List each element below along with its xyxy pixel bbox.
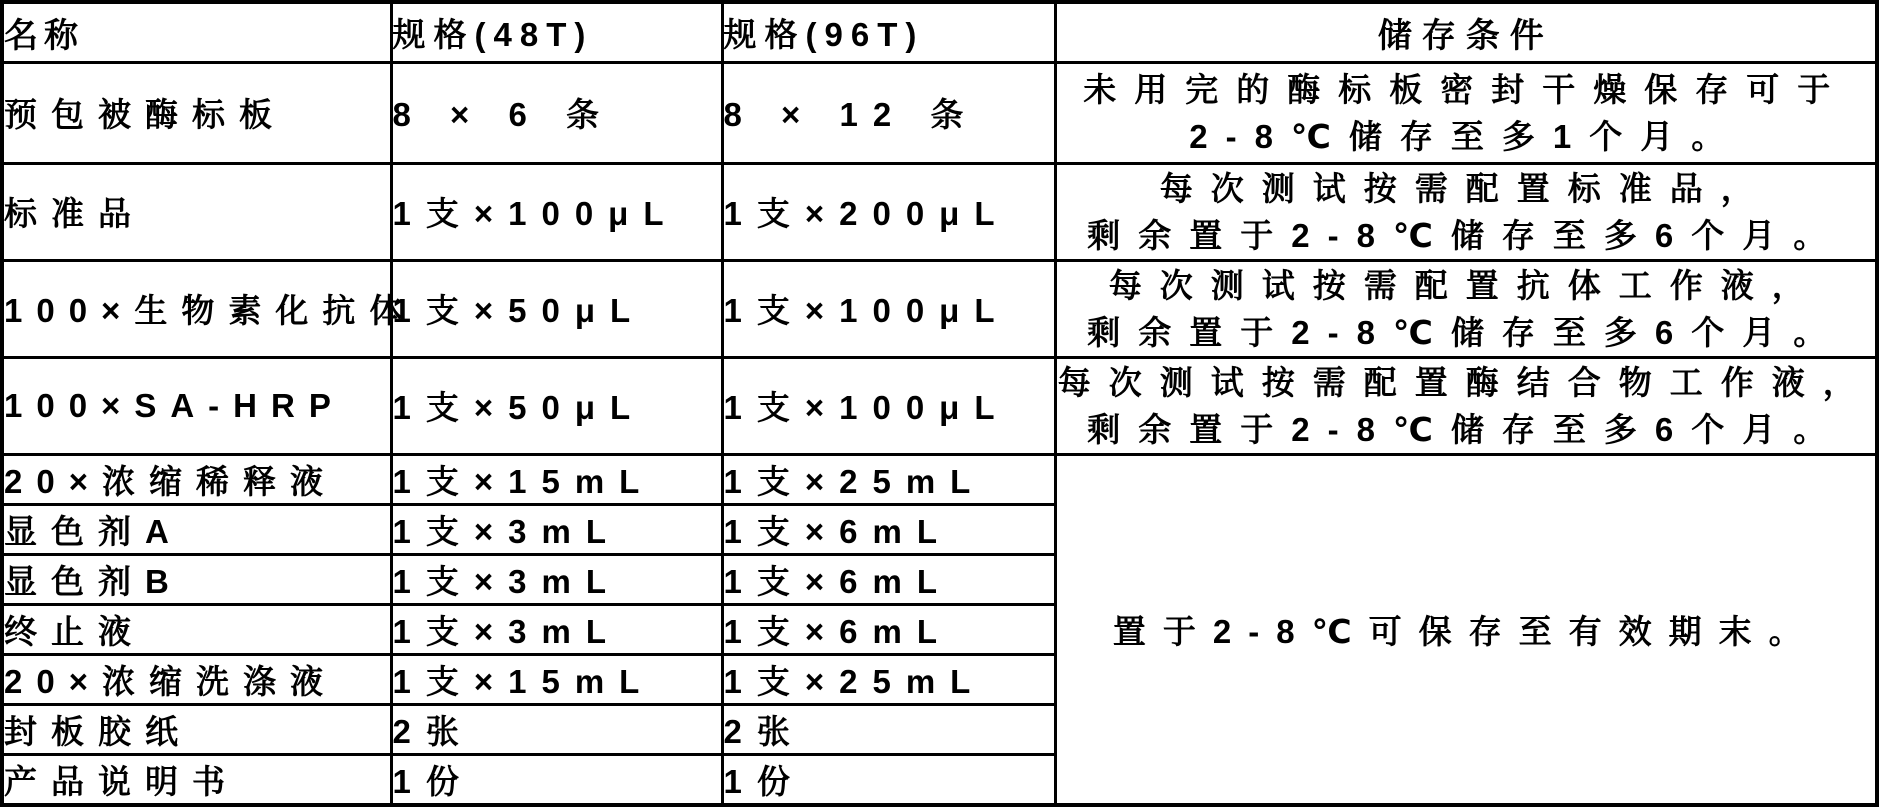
column-header-spec-96t: 规格(96T)	[722, 2, 1055, 62]
storage-text-line: 剩余置于2-8℃储存至多6个月。	[1087, 410, 1845, 448]
cell-name: 标准品	[2, 163, 391, 260]
table-row	[2, 454, 1877, 504]
cell-name: 100×SA-HRP	[2, 357, 391, 454]
cell-spec-48t: 1支×50μL	[391, 357, 722, 454]
cell-storage-merged: 置于2-8℃可保存至有效期末。	[1055, 454, 1877, 805]
cell-name: 20×浓缩稀释液	[2, 454, 391, 504]
cell-storage	[1055, 163, 1877, 260]
table-row	[2, 357, 1877, 454]
storage-text-line: 每次测试按需配置酶结合物工作液，	[1057, 363, 1874, 401]
cell-spec-96t: 1支×6mL	[722, 604, 1055, 654]
storage-text-line: 未用完的酶标板密封干燥保存可于	[1083, 70, 1849, 108]
cell-spec-48t: 1支×15mL	[391, 654, 722, 704]
table-row	[2, 62, 1877, 163]
cell-name: 终止液	[2, 604, 391, 654]
cell-spec-96t: 1支×100μL	[722, 357, 1055, 454]
storage-text-line: 剩余置于2-8℃储存至多6个月。	[1087, 216, 1845, 254]
cell-name: 20×浓缩洗涤液	[2, 654, 391, 704]
column-header-name: 名称	[2, 2, 391, 62]
cell-name: 显色剂B	[2, 554, 391, 604]
table-row	[2, 163, 1877, 260]
table-row	[2, 260, 1877, 357]
cell-name: 预包被酶标板	[2, 62, 391, 163]
cell-spec-96t: 1支×200μL	[722, 163, 1055, 260]
column-header-storage: 储存条件	[1055, 2, 1877, 62]
storage-text-line: 每次测试按需配置抗体工作液，	[1108, 266, 1823, 304]
cell-spec-48t: 1份	[391, 754, 722, 805]
cell-name: 100×生物素化抗体	[2, 260, 391, 357]
cell-name: 产品说明书	[2, 754, 391, 805]
cell-spec-48t: 1支×3mL	[391, 604, 722, 654]
cell-name: 显色剂A	[2, 504, 391, 554]
cell-name: 封板胶纸	[2, 704, 391, 754]
header-row	[2, 2, 1877, 62]
cell-spec-96t: 2张	[722, 704, 1055, 754]
storage-text-line: 每次测试按需配置标准品，	[1159, 169, 1772, 207]
storage-text-line: 2-8℃储存至多1个月。	[1189, 117, 1743, 155]
cell-spec-96t: 1份	[722, 754, 1055, 805]
cell-spec-96t: 1支×25mL	[722, 654, 1055, 704]
cell-spec-48t: 8 × 6 条	[391, 62, 722, 163]
cell-storage	[1055, 62, 1877, 163]
cell-spec-96t: 1支×6mL	[722, 504, 1055, 554]
cell-spec-96t: 1支×25mL	[722, 454, 1055, 504]
cell-spec-48t: 1支×50μL	[391, 260, 722, 357]
cell-spec-96t: 1支×100μL	[722, 260, 1055, 357]
cell-spec-96t: 8 × 12 条	[722, 62, 1055, 163]
cell-spec-48t: 1支×15mL	[391, 454, 722, 504]
cell-spec-48t: 1支×3mL	[391, 554, 722, 604]
column-header-spec-48t: 规格(48T)	[391, 2, 722, 62]
cell-storage	[1055, 357, 1877, 454]
storage-text-line: 剩余置于2-8℃储存至多6个月。	[1087, 313, 1845, 351]
cell-spec-48t: 2张	[391, 704, 722, 754]
cell-spec-48t: 1支×100μL	[391, 163, 722, 260]
cell-storage	[1055, 260, 1877, 357]
cell-spec-48t: 1支×3mL	[391, 504, 722, 554]
cell-spec-96t: 1支×6mL	[722, 554, 1055, 604]
